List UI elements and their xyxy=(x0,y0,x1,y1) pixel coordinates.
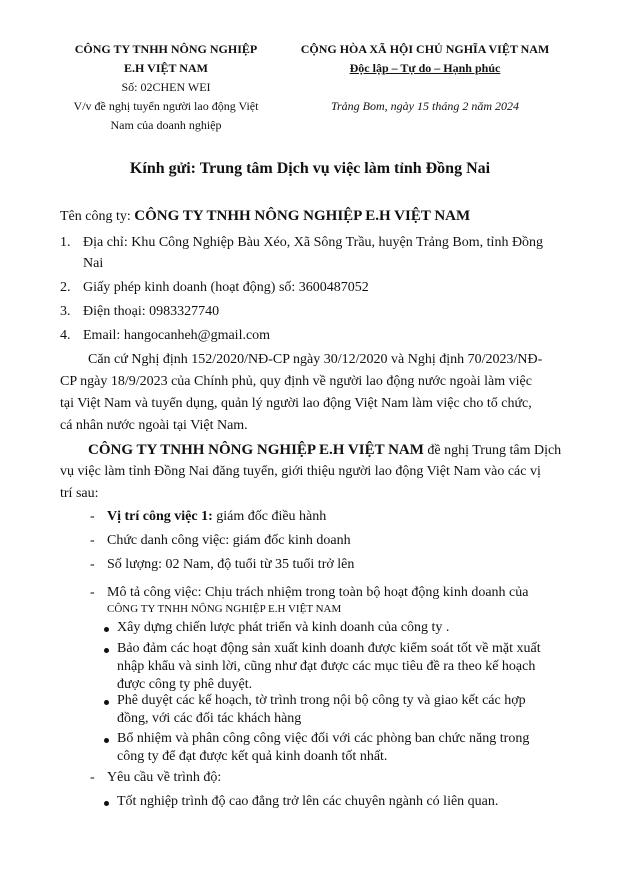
company-name: CÔNG TY TNHH NÔNG NGHIỆP E.H VIỆT NAM xyxy=(134,208,471,224)
job-title: Chức danh công việc: giám đốc kinh doanh xyxy=(107,533,351,548)
header-left-block xyxy=(52,40,280,135)
bullet-icon xyxy=(104,627,109,632)
business-license: Giấy phép kinh doanh (hoạt động) số: 3600487052 xyxy=(83,280,369,295)
bullet-icon xyxy=(104,738,109,743)
dash: - xyxy=(90,557,95,572)
company-name-line1: CÔNG TY TNHH NÔNG NGHIỆP xyxy=(74,42,258,56)
job-description-line1: Mô tả công việc: Chịu trách nhiệm trong toàn bộ hoạt động kinh doanh của xyxy=(107,585,529,600)
phone: Điện thoại: 0983327740 xyxy=(83,304,220,319)
list-number: 3. xyxy=(60,304,71,319)
bullet-icon xyxy=(104,801,109,806)
position-line xyxy=(107,507,326,527)
dash: - xyxy=(90,509,95,524)
request-line3: trí sau: xyxy=(60,486,99,501)
duty-3-line1: Phê duyệt các kế hoạch, tờ trình trong nội bộ công ty và giao kết các hợp xyxy=(117,693,526,708)
national-title: CỘNG HÒA XÃ HỘI CHỦ NGHĨA VIỆT NAM xyxy=(300,42,550,56)
request-line1-rest: đề nghị Trung tâm Dịch xyxy=(423,443,562,458)
header-right-block xyxy=(300,40,550,116)
requirements-label: Yêu cầu về trình độ: xyxy=(107,770,222,785)
recipient-title: Kính gửi: Trung tâm Dịch vụ việc làm tỉnh Đồng Nai xyxy=(129,160,491,177)
address-line1: Địa chỉ: Khu Công Nghiệp Bàu Xéo, Xã Sông Trầu, huyện Trảng Bom, tỉnh Đồng xyxy=(83,235,544,250)
bullet-icon xyxy=(104,648,109,653)
duty-3-line2: đồng, với các đối tác khách hàng xyxy=(117,711,302,726)
company-label: Tên công ty: xyxy=(60,209,135,224)
position-label: Vị trí công việc 1: xyxy=(107,509,213,524)
list-number: 1. xyxy=(60,235,71,250)
legal-basis-line3: tại Việt Nam và tuyển dụng, quản lý người lao động Việt Nam làm việc cho tổ chức, xyxy=(60,396,532,411)
document-number: Số: 02CHEN WEI xyxy=(121,80,211,94)
legal-basis-line4: cá nhân nước ngoài tại Việt Nam. xyxy=(60,418,248,433)
list-number: 4. xyxy=(60,328,71,343)
company-line xyxy=(60,206,470,227)
duty-1: Xây dựng chiến lược phát triển và kinh doanh của công ty . xyxy=(117,620,450,635)
email: Email: hangocanheh@gmail.com xyxy=(83,328,271,343)
dash: - xyxy=(90,533,95,548)
job-description-line2: CÔNG TY TNHH NÔNG NGHIỆP E.H VIỆT NAM xyxy=(107,603,342,615)
national-motto: Độc lập – Tự do – Hạnh phúc xyxy=(349,61,501,75)
subject-line2: Nam của doanh nghiệp xyxy=(110,118,222,132)
duty-2-line2: nhập khẩu và sinh lời, cũng như đạt được các mục tiêu đề ra theo kế hoạch xyxy=(117,659,536,674)
duty-4-line2: công ty để đạt được kết quả kinh doanh tốt nhất. xyxy=(117,749,388,764)
address-line2: Nai xyxy=(83,256,104,271)
quantity: Số lượng: 02 Nam, độ tuổi từ 35 tuổi trở lên xyxy=(107,557,355,572)
duty-4-line1: Bổ nhiệm và phân công công việc đối với các phòng ban chức năng trong xyxy=(117,731,530,746)
request-line2: vụ việc làm tỉnh Đồng Nai đăng tuyển, giới thiệu người lao động Việt Nam vào các vị xyxy=(60,464,541,479)
list-number: 2. xyxy=(60,280,71,295)
request-line1 xyxy=(88,440,561,461)
subject-line1: V/v đề nghị tuyển người lao động Việt xyxy=(73,99,259,113)
bullet-icon xyxy=(104,700,109,705)
place-date: Trảng Bom, ngày 15 tháng 2 năm 2024 xyxy=(330,99,519,113)
legal-basis-line1: Căn cứ Nghị định 152/2020/NĐ-CP ngày 30/12/2020 và Nghị định 70/2023/NĐ- xyxy=(88,352,543,367)
dash: - xyxy=(90,770,95,785)
duty-2-line3: được công ty phê duyệt. xyxy=(117,677,253,692)
requirement-1: Tốt nghiệp trình độ cao đẳng trở lên các chuyên ngành có liên quan. xyxy=(117,794,499,809)
legal-basis-line2: CP ngày 18/9/2023 của Chính phủ, quy định về người lao động nước ngoài làm việc xyxy=(60,374,532,389)
duty-2-line1: Bảo đảm các hoạt động sản xuất kinh doanh được kiểm soát tốt về mặt xuất xyxy=(117,641,541,656)
position-value: giám đốc điều hành xyxy=(212,509,327,524)
request-company-name: CÔNG TY TNHH NÔNG NGHIỆP E.H VIỆT NAM xyxy=(88,442,424,458)
dash: - xyxy=(90,585,95,600)
company-name-line2: E.H VIỆT NAM xyxy=(124,61,208,75)
